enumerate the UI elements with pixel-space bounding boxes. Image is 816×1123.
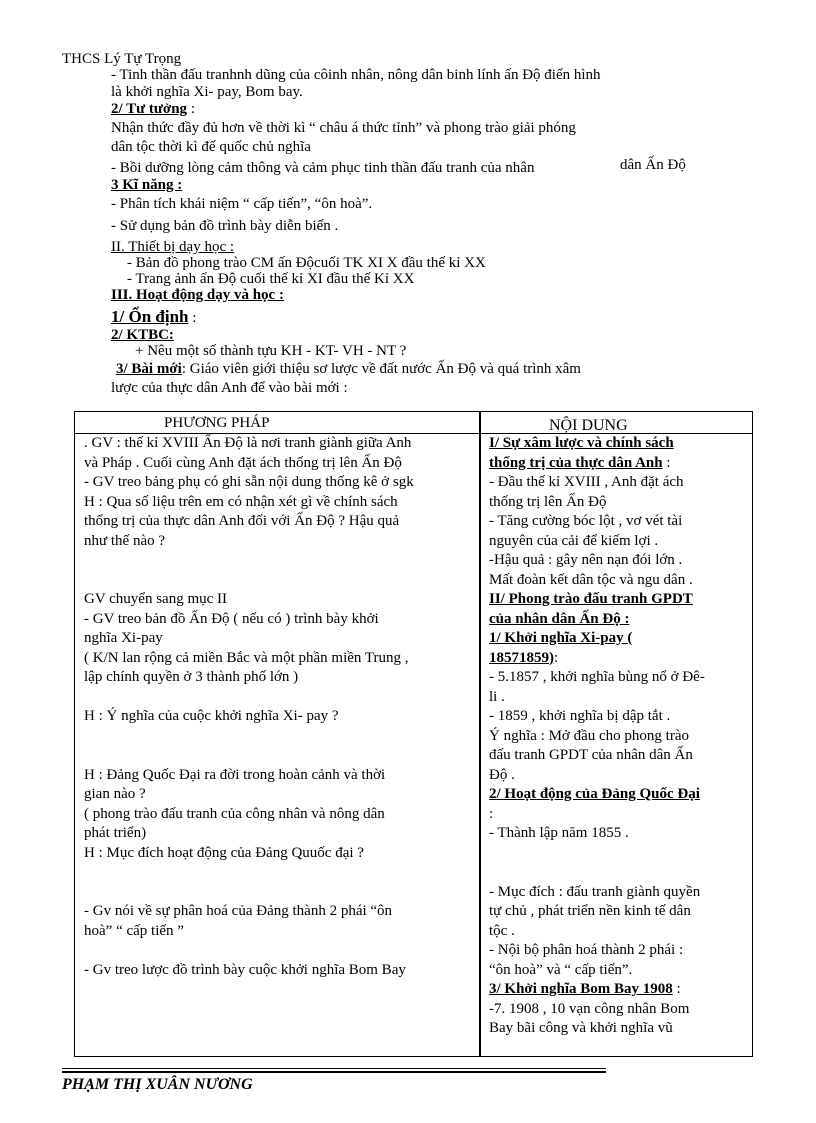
content-line: - Mục đích : đấu tranh giành quyền [489,883,701,900]
content-line: 1/ Khởi nghĩa Xi-pay ( [489,630,633,646]
method-column [84,434,476,980]
content-line: thống trị lên Ấn Độ [489,493,607,510]
content-line: - Tăng cường bóc lột , vơ vét tài [489,513,683,529]
content-line [489,844,751,864]
colon: : [187,101,195,117]
new-lesson-intro: Giáo viên giới thiệu sơ lược về đất nước Ấn Độ và quá trình xâm [185,361,581,377]
thought-line: - Bồi dưỡng lòng cảm thông và cảm phục tinh thần đấu tranh của nhân [111,160,535,176]
thought-line: Nhận thức đầy đủ hơn về thời kì “ châu á thức tỉnh” và phong trào giải phóng [111,120,576,136]
content-line: Ý nghĩa : Mở đầu cho phong trào [489,727,689,744]
method-line [84,688,476,708]
intro-line: - Tinh thần đấu tranhnh dũng của côinh nhân, nông dân binh lính ấn Độ điển hình [111,67,601,83]
ktbc-question: + Nêu một số thành tựu KH - KT- VH - NT ? [135,343,407,359]
method-line: GV chuyển sang mục II [84,591,228,607]
equipment-item: - Trang ảnh ấn Độ cuối thế kỉ XI đầu thế Kỉ XX [127,271,415,287]
col-header-content: NỘI DUNG [549,417,628,434]
content-line: 18571859): [489,649,559,666]
content-line: tự chủ , phát triển nền kinh tế dân [489,903,691,919]
stabilize-row [111,308,196,327]
activities-heading: III. Hoạt động dạy và học : [111,287,284,303]
method-line: . GV : thế kỉ XVIII Ấn Độ là nơi tranh giành giữa Anh [84,435,412,451]
colon: : [181,361,186,377]
content-line: thống trị của thực dân Anh : [489,454,671,471]
method-line: - GV treo bản đồ Ấn Độ ( nếu có ) trình bày khởi [84,610,379,627]
content-line: 2/ Hoạt động của Đảng Quốc Đại [489,786,700,802]
method-line [84,746,476,766]
method-line: nghĩa Xi-pay [84,630,163,646]
method-line: H : Ý nghĩa của cuộc khởi nghĩa Xi- pay ? [84,708,339,724]
school-name: THCS Lý Tự Trọng [62,51,182,67]
thought-line-tail: dân Ấn Độ [620,157,686,173]
stabilize-heading: 1/ Ổn định [111,307,189,326]
content-line: đấu tranh GPDT của nhân dân Ấn [489,747,693,763]
author-name: PHẠM THỊ XUÂN NƯƠNG [62,1076,253,1093]
thought-heading: 2/ Tư tưởng [111,101,188,117]
method-line: thống trị của thực dân Anh đối với Ấn Độ ? Hậu quả [84,513,400,529]
equipment-heading: II. Thiết bị dạy học : [111,239,235,255]
method-line: ( phong trào đấu tranh của công nhân và nông dân [84,805,385,822]
new-lesson-heading: 3/ Bài mới [116,361,182,377]
method-line: lập chính quyền ở 3 thành phố lớn ) [84,669,299,685]
method-line: phát triển) [84,825,147,841]
content-line: “ôn hoà” và “ cấp tiến”. [489,961,633,978]
content-line: - 1859 , khởi nghĩa bị dập tắt . [489,708,671,724]
content-line [489,863,751,883]
new-lesson-row [116,361,581,378]
method-line: H : Mục đích hoạt động của Đảng Quuốc đại ? [84,844,364,861]
footer-rule [62,1068,606,1069]
content-line: - Thành lập năm 1855 . [489,825,629,841]
method-line [84,571,476,591]
content-line: -Hậu quả : gây nên nạn đói lớn . [489,552,683,568]
skills-heading: 3 Kĩ năng : [111,177,183,193]
method-line [84,727,476,747]
content-line: li . [489,688,505,705]
content-line: của nhân dân Ấn Độ : [489,610,630,627]
colon: : [188,310,197,326]
ktbc-heading: 2/ KTBC: [111,327,174,343]
method-line [84,863,476,883]
content-line: 3/ Khởi nghĩa Bom Bay 1908 : [489,981,681,997]
method-line: - Gv treo lược đồ trình bày cuộc khởi nghĩa Bom Bay [84,961,406,978]
skills-line: - Phân tích khái niệm “ cấp tiến”, “ôn hoà”. [111,196,373,212]
intro-line: là khởi nghĩa Xi- pay, Bom bay. [111,84,303,100]
content-line: -7. 1908 , 10 vạn công nhân Bom [489,1000,690,1017]
method-line [84,941,476,961]
equipment-item: - Bản đồ phong trào CM ấn Độcuối TK XI X đầu thế kỉ XX [127,255,486,271]
new-lesson-intro: lược của thực dân Anh để vào bài mới : [111,380,348,396]
method-line: hoà” “ cấp tiến ” [84,922,184,939]
method-line: H : Đảng Quốc Đại ra đời trong hoàn cảnh và thời [84,766,386,783]
content-line: - Đầu thế kỉ XVIII , Anh đặt ách [489,474,684,490]
content-line: nguyên của cải để kiếm lợi . [489,532,659,549]
method-line: gian nào ? [84,786,146,802]
content-line: Mất đoàn kết dân tộc và ngu dân . [489,571,693,588]
content-line: Bay bãi công và khởi nghĩa vũ [489,1020,673,1036]
skills-line: - Sử dụng bản đồ trình bày diễn biến . [111,218,339,234]
footer-rule [62,1071,606,1073]
thought-heading-row [111,101,195,118]
content-line: tộc . [489,922,515,939]
content-line: : [489,805,494,822]
method-line: - Gv nói về sự phân hoá của Đảng thành 2 phái “ôn [84,903,393,919]
content-column [489,434,751,1039]
method-line [84,551,476,571]
method-line [84,883,476,903]
col-header-method: PHƯƠNG PHÁP [164,415,270,431]
method-line: như thế nào ? [84,532,166,549]
column-divider [479,411,481,1057]
method-line: ( K/N lan rộng cả miền Bắc và một phần miền Trung , [84,649,409,666]
method-line: và Pháp . Cuối cùng Anh đặt ách thống trị lên Ấn Độ [84,454,402,471]
content-line: II/ Phong trào đấu tranh GPDT [489,591,693,607]
content-line: I/ Sự xâm lược và chính sách [489,435,674,451]
method-line: - GV treo bảng phụ có ghi sẵn nội dung thống kê ở sgk [84,474,414,490]
content-line: - Nội bộ phân hoá thành 2 phái : [489,942,684,958]
thought-line: dân tộc thời kì đế quốc chủ nghĩa [111,139,311,155]
content-line: - 5.1857 , khởi nghĩa bùng nổ ở Đê- [489,669,705,685]
method-line: H : Qua số liệu trên em có nhận xét gì về chính sách [84,493,398,510]
content-line: Độ . [489,766,515,783]
